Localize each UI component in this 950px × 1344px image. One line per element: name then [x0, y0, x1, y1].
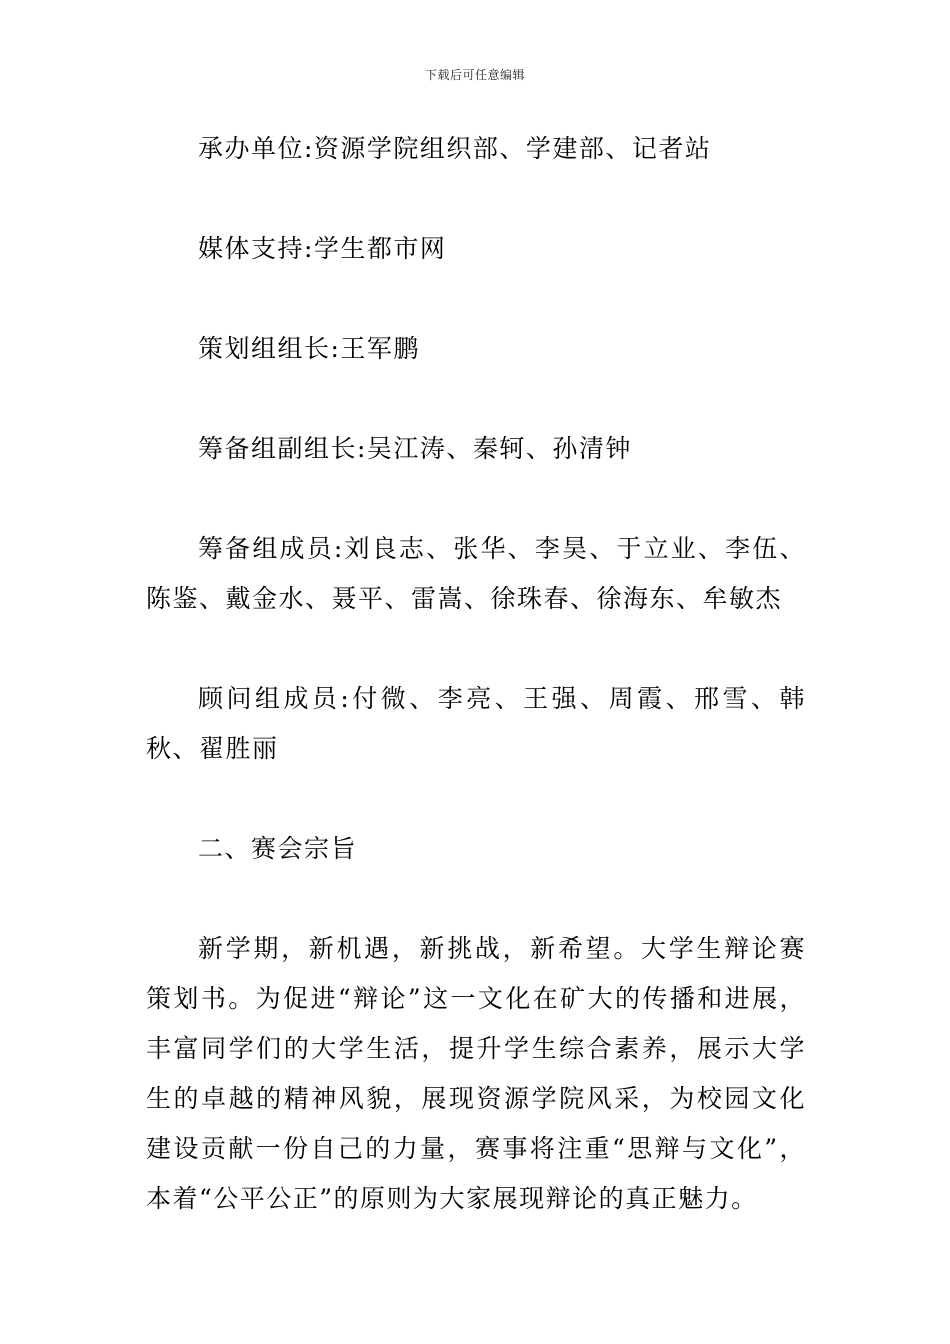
paragraph-gap — [146, 774, 806, 824]
purpose-paragraph: 新学期，新机遇，新挑战，新希望。大学生辩论赛策划书。为促进“辩论”这一文化在矿大的传播和进展，丰富同学们的大学生活，提升学生综合素养，展示大学生的卓越的精神风貌，展现资源学院风采，为校园文化建设贡献一份自己的力量，赛事将注重“思辩与文化”，本着“公平公正”的原则为大家展现辩论的真正魅力。 — [146, 934, 806, 1213]
organizer-line: 承办单位:资源学院组织部、学建部、记者站 — [198, 134, 712, 163]
planning-leader-line: 策划组组长:王军鹏 — [198, 334, 420, 363]
paragraph-gap — [146, 274, 806, 324]
paragraph-gap — [146, 374, 806, 424]
preparation-members-paragraph: 筹备组成员:刘良志、张华、李昊、于立业、李伍、陈鉴、戴金水、聂平、雷嵩、徐珠春、徐海东、牟敏杰 — [146, 534, 806, 613]
media-support-line: 媒体支持:学生都市网 — [198, 234, 447, 263]
paragraph-gap — [146, 624, 806, 674]
header-note: 下载后可任意编辑 — [424, 68, 525, 82]
paragraph-gap — [146, 174, 806, 224]
paragraph-gap — [146, 874, 806, 924]
advisor-members-paragraph: 顾问组成员:付微、李亮、王强、周霞、邢雪、韩秋、翟胜丽 — [146, 684, 806, 763]
paragraph-gap — [146, 474, 806, 524]
deputy-leaders-line: 筹备组副组长:吴江涛、秦轲、孙清钟 — [198, 434, 632, 463]
document-body — [146, 124, 806, 1224]
section-heading: 二、赛会宗旨 — [198, 834, 358, 863]
